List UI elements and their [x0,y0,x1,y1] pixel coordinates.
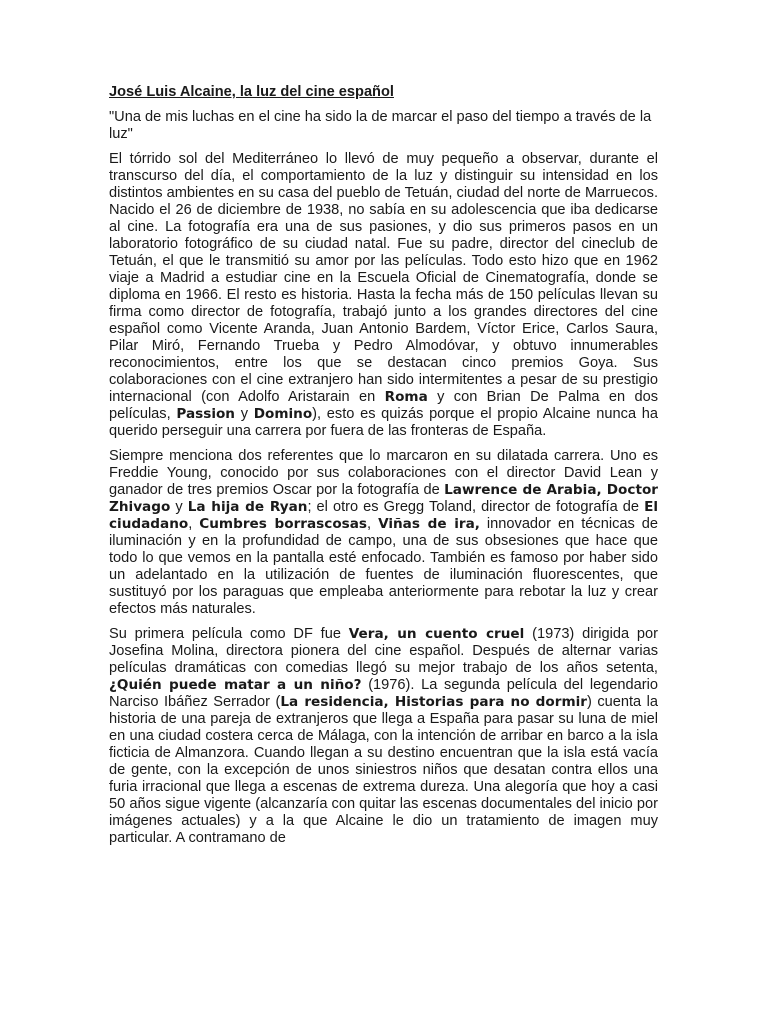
film-title: El ciudadano [109,499,659,532]
text-run: ), esto es quizás porque el propio Alcaine nunca ha querido perseguir una carrera por fuera de las fronteras de España. [109,406,658,439]
text-run: (1973) dirigida por Josefina Molina, directora pionera del cine español. Después de alternar varias películas dramáticas con comedias llegó su mejor trabajo de los años setenta, [109,626,659,676]
text-run: (1976). La segunda película del legendario Narciso Ibáñez Serrador ( [109,677,658,710]
text-run: innovador en técnicas de iluminación y en la profundidad de campo, una de sus obsesiones que hace que todo lo que vemos en la pantalla esté enfocado. También es famoso por haber sido un adelantado en la utilización de fuentes de iluminación fluorescentes, que sustituyó por los paraguas que empleaba anteriormente para rebotar la luz y crear efectos más naturales. [109,516,658,617]
text-run: Siempre menciona dos referentes que lo marcaron en su dilatada carrera. Uno es Freddie Young, conocido por sus colaboraciones con el director David Lean y ganador de tres premios Oscar por la fotografía de [109,448,658,498]
text-run: , [188,516,200,532]
text-run: ; el otro es Gregg Toland, director de fotografía de [307,499,645,515]
text-run: , [367,516,379,532]
text-run: ) cuenta la historia de una pareja de extranjeros que llega a España para pasar su luna de miel en una ciudad costera cerca de Málaga, con la intención de arribar en barco a la isla ficticia de Almanzora. Cuando llegan a su destino encuentran que la isla está vacía de gente, con la excepción de unos siniestros niños que desatan contra ellos una furia irracional que llega a escenas de extrema dureza. Una alegoría que hoy a casi 50 años sigue vigente (alcanzaría con quitar las escenas documentales del inicio por imágenes actuales) y a la que Alcaine le dio un tratamiento de imagen muy particular. A contramano de [109,694,658,846]
text-run: y con Brian De Palma en dos películas, [109,389,658,422]
film-title: ¿Quién puede matar a un niño? [109,677,362,693]
paragraph-3 [109,626,658,847]
film-title: Roma [384,389,428,405]
paragraph-2 [109,448,658,618]
text-run: y [170,499,188,515]
opening-quote: "Una de mis luchas en el cine ha sido la de marcar el paso del tiempo a través de la luz" [109,109,652,142]
document-page [109,84,658,855]
film-title: Passion [176,406,235,422]
film-title: La hija de Ryan [187,499,308,515]
film-title: Lawrence de Arabia, Doctor Zhivago [109,482,658,515]
text-run: Su primera película como DF fue [109,626,349,642]
film-title: Cumbres borrascosas [199,516,368,532]
film-title: La residencia, Historias para no dormir [280,694,587,710]
film-title: Viñas de ira, [378,516,480,532]
text-run: El tórrido sol del Mediterráneo lo llevó de muy pequeño a observar, durante el transcurso del día, el comportamiento de la luz y distinguir su intensidad en los distintos ambientes en su casa del pueblo de Tetuán, ciudad del norte de Marruecos. Nacido el 26 de diciembre de 1938, no sabía en su adolescencia que iba dedicarse al cine. La fotografía era una de sus pasiones, y dio sus primeros pasos en un laboratorio fotográfico de su ciudad natal. Fue su padre, director del cineclub de Tetuán, el que le transmitió su amor por las películas. Todo esto hizo que en 1962 viaje a Madrid a estudiar cine en la Escuela Oficial de Cinematografía, donde se diploma en 1966. El resto es historia. Hasta la fecha más de 150 películas llevan su firma como director de fotografía, trabajó junto a los grandes directores del cine español como Vicente Aranda, Juan Antonio Bardem, Víctor Erice, Carlos Saura, Pilar Miró, Fernando Trueba y Pedro Almodóvar, y obtuvo innumerables reconocimientos, entre los que se destacan cinco premios Goya. Sus colaboraciones con el cine extranjero han sido intermitentes a pesar de su prestigio internacional (con Adolfo Aristarain en [109,151,658,405]
film-title: Domino [253,406,313,422]
document-title: José Luis Alcaine, la luz del cine español [109,84,394,100]
paragraph-1 [109,151,658,440]
text-run: y [235,406,254,422]
film-title: Vera, un cuento cruel [348,626,525,642]
